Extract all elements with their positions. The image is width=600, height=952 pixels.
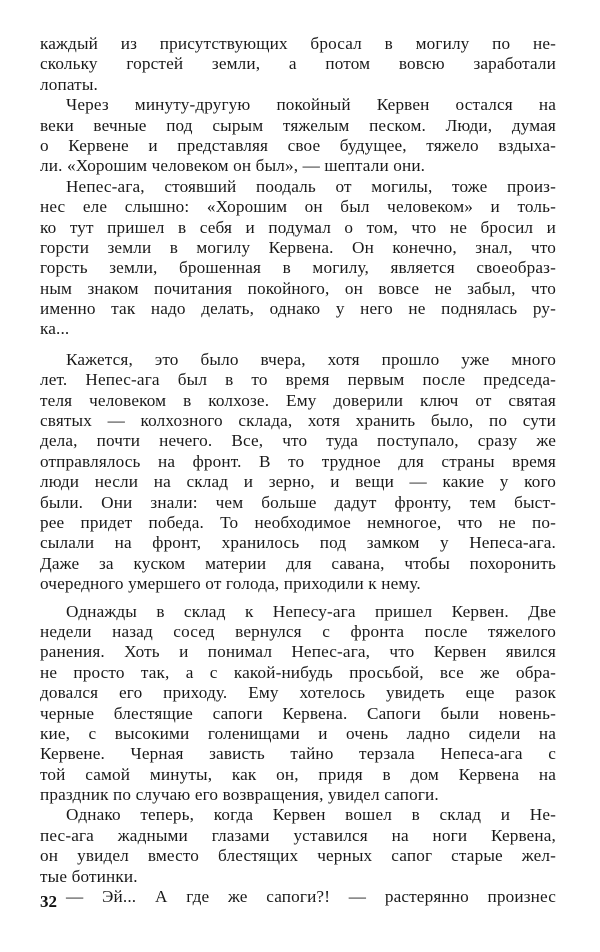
- text-line: кие, с высокими голенищами и очень ладно сидели на: [40, 723, 556, 743]
- text-line: он увидел вместо блестящих черных сапог старые жел-: [40, 846, 556, 866]
- text-line: пес-ага жадными глазами уставился на ноги Кервена,: [40, 825, 556, 845]
- text-line: ли. «Хорошим человеком он был», — шептали они.: [40, 156, 426, 176]
- paragraph: [40, 350, 556, 595]
- text-line: Через минуту-другую покойный Кервен остался на: [66, 95, 556, 115]
- text-line: недели назад сосед вернулся с фронта после тяжелого: [40, 621, 556, 641]
- paragraph: [40, 177, 556, 340]
- text-line: рее придет победа. То необходимое немногое, что не по-: [40, 512, 556, 532]
- text-line: Однако теперь, когда Кервен вошел в склад и Не-: [66, 805, 556, 825]
- section-break: [40, 340, 556, 350]
- paragraph: [40, 805, 556, 887]
- text-line: теля человеком в колхозе. Ему доверили ключ от святая: [40, 390, 556, 410]
- text-line: той самой минуты, как он, придя в дом Кервена на: [40, 764, 556, 784]
- paragraph: [40, 95, 556, 177]
- text-line: — Эй... А где же сапоги?! — растерянно произнес: [66, 887, 556, 907]
- text-line: лопаты.: [40, 74, 98, 94]
- section-break: [40, 595, 556, 602]
- text-line: дела, почти нечего. Все, что туда поступало, сразу же: [40, 431, 556, 451]
- text-line: люди несли на склад и зерно, и вещи — какие у кого: [40, 472, 556, 492]
- book-page-text: [40, 34, 556, 907]
- text-line: тые ботинки.: [40, 866, 138, 886]
- text-line: ка...: [40, 319, 70, 339]
- text-line: очередного умершего от голода, приходили к нему.: [40, 574, 421, 594]
- text-line: скольку горстей земли, а потом вовсю заработали: [40, 54, 556, 74]
- text-line: праздник по случаю его возвращения, увидел сапоги.: [40, 785, 439, 805]
- text-line: каждый из присутствующих бросал в могилу по не-: [40, 34, 556, 53]
- text-line: не просто так, а с какой-нибудь просьбой, все же обра-: [40, 662, 556, 682]
- text-line: Даже за куском материи для савана, чтобы похоронить: [40, 553, 556, 573]
- text-line: о Кервене и представляя свое будущее, тяжело вздыха-: [40, 135, 556, 155]
- text-line: довался его приходу. Ему хотелось увидеть еще разок: [40, 683, 556, 703]
- text-line: именно так надо делать, однако у него не поднялась ру-: [40, 299, 556, 319]
- text-line: нес еле слышно: «Хорошим он был человеком» и толь-: [40, 197, 556, 217]
- text-line: горсть земли, брошенная в могилу, является своеобраз-: [40, 258, 556, 278]
- text-line: Непес-ага, стоявший поодаль от могилы, тоже произ-: [66, 176, 556, 196]
- paragraph: [40, 34, 556, 95]
- text-line: лет. Непес-ага был в то время первым после председа-: [40, 370, 556, 390]
- text-line: черные блестящие сапоги Кервена. Сапоги были новень-: [40, 703, 556, 723]
- page-number: 32: [40, 892, 57, 911]
- text-line: горсти земли в могилу Кервена. Он конечно, знал, что: [40, 237, 556, 257]
- paragraph: [40, 887, 556, 907]
- text-line: отправлялось на фронт. В то трудное для страны время: [40, 451, 556, 471]
- text-line: Кажется, это было вчера, хотя прошло уже много: [66, 349, 556, 369]
- text-line: ранения. Хоть и понимал Непес-ага, что Кервен явился: [40, 642, 556, 662]
- text-line: святых — колхозного склада, хотя хранить было, по сути: [40, 411, 556, 431]
- text-line: были. Они знали: чем больше дадут фронту, тем быст-: [40, 492, 556, 512]
- text-line: Однажды в склад к Непесу-ага пришел Кервен. Две: [66, 601, 556, 621]
- paragraph: [40, 602, 556, 806]
- text-line: веки вечные под сырым тяжелым песком. Люди, думая: [40, 115, 556, 135]
- text-line: ко тут пришел в себя и подумал о том, что не бросил и: [40, 217, 556, 237]
- text-line: Кервене. Черная зависть тайно терзала Непеса-ага с: [40, 744, 556, 764]
- text-line: ным знаком почитания покойного, он вовсе не забыл, что: [40, 278, 556, 298]
- text-line: сылали на фронт, хранилось под замком у Непеса-ага.: [40, 533, 556, 553]
